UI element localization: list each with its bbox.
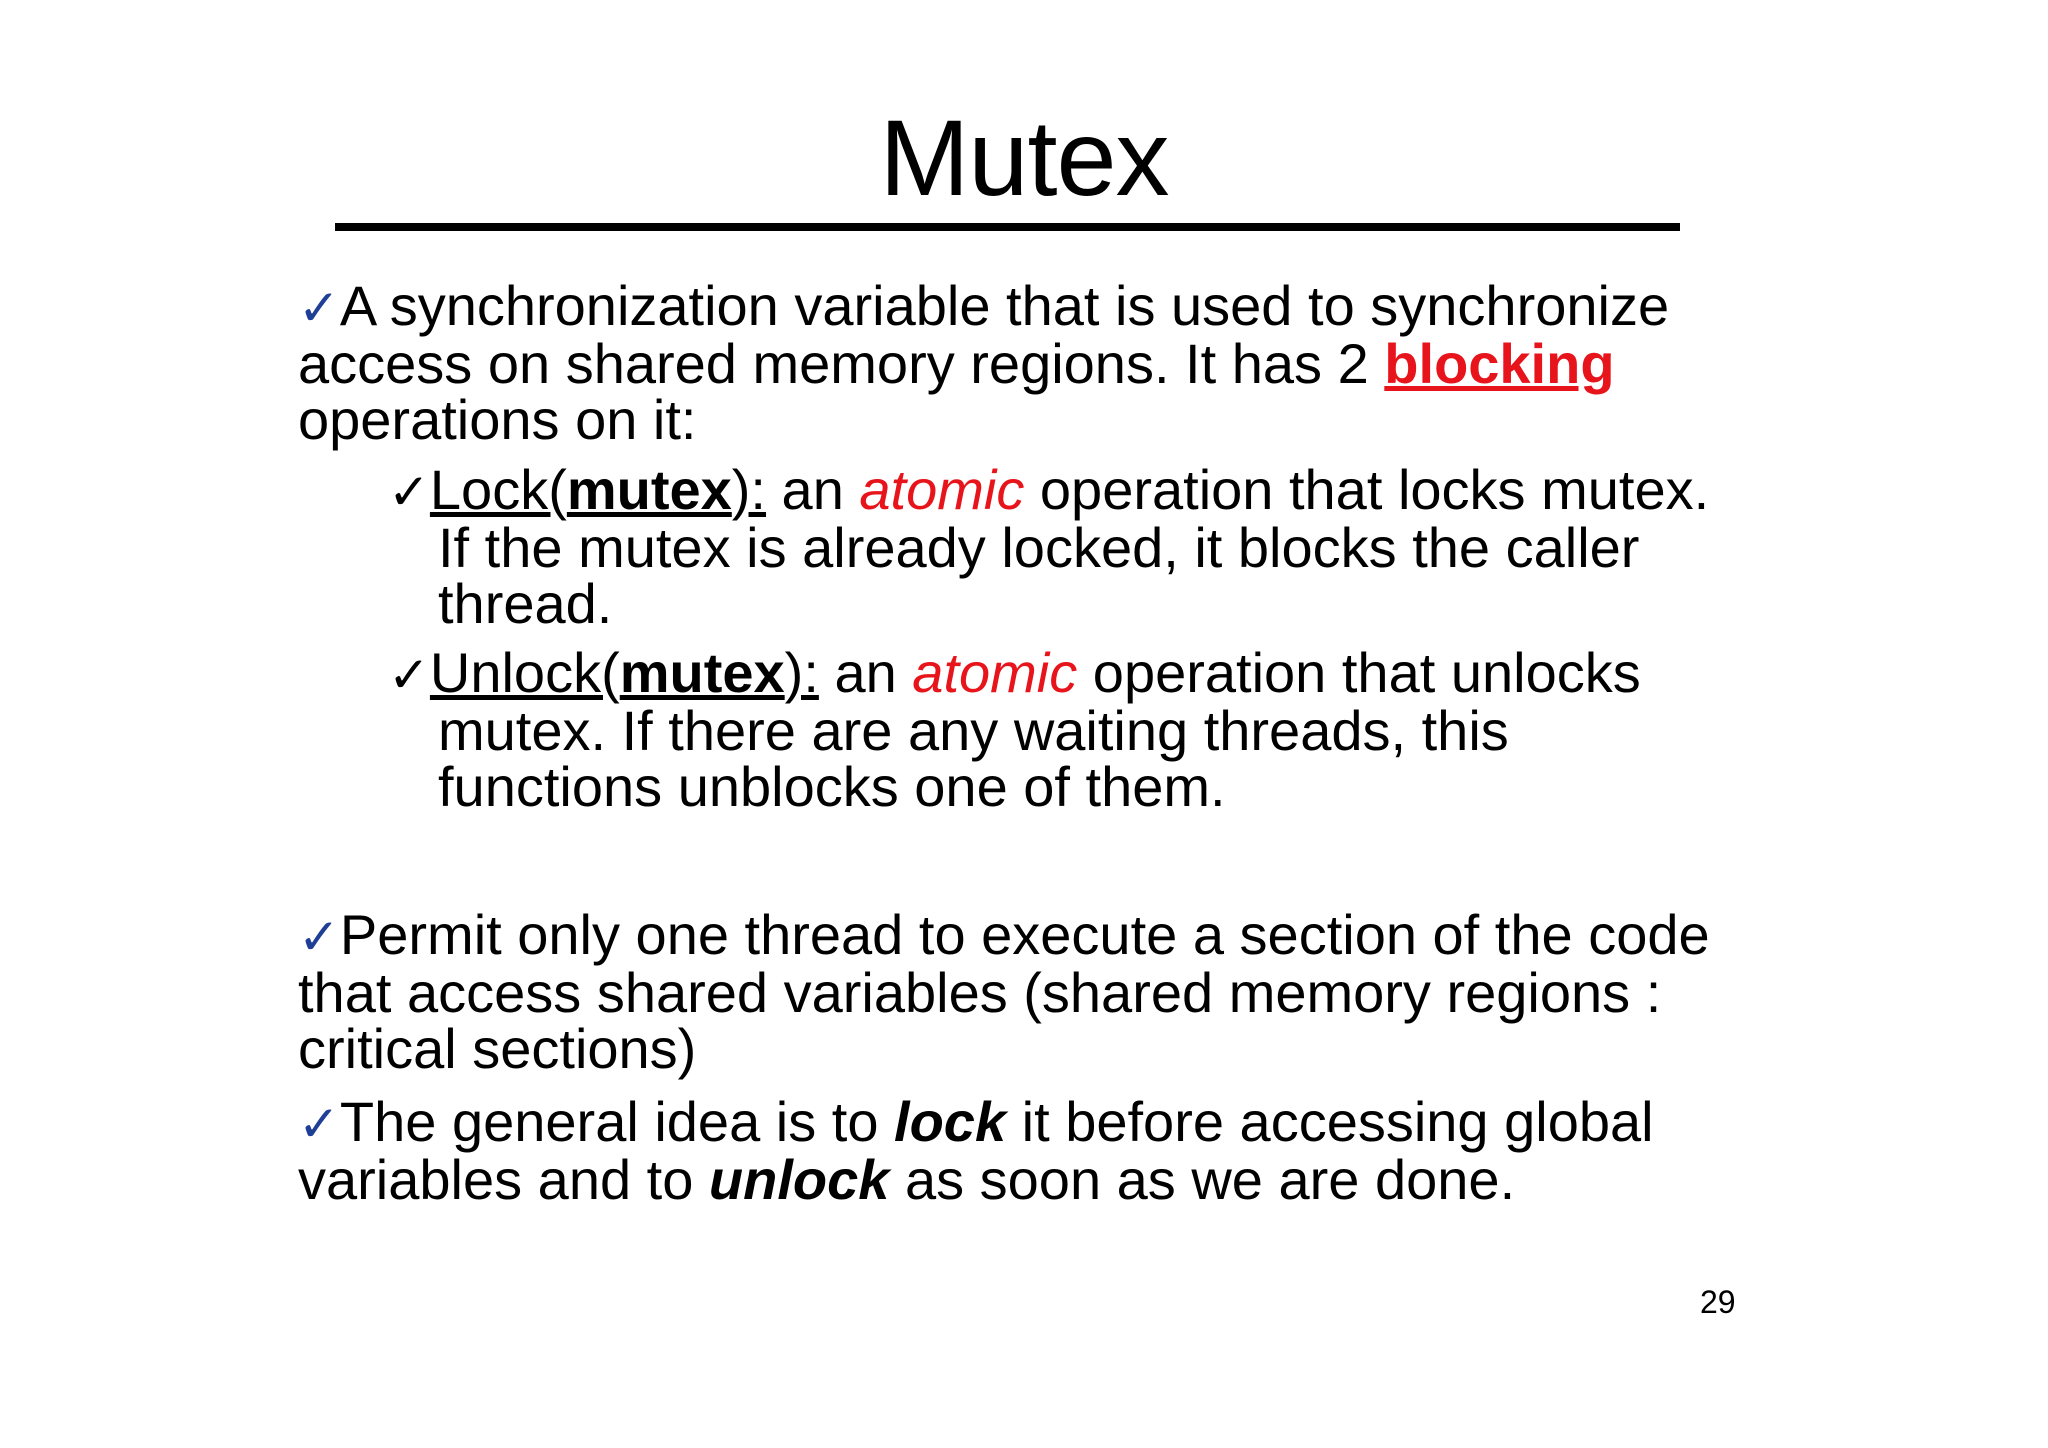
emphasis-unlock: unlock (708, 1148, 890, 1211)
bullet-synchronization-variable: ✓A synchronization variable that is used to synchronize access on shared memory regions. It has 2 blocking operations on it: (298, 274, 1670, 451)
page-number: 29 (1700, 1284, 1736, 1320)
emphasis-atomic: atomic (912, 641, 1078, 704)
lock-function-signature: Lock(mutex): (429, 458, 766, 521)
check-icon: ✓ (388, 464, 430, 520)
check-icon: ✓ (388, 647, 430, 703)
unlock-function-signature: Unlock(mutex): (429, 641, 819, 704)
emphasis-lock: lock (894, 1090, 1007, 1153)
sub-bullet-unlock: ✓Unlock(mutex): an atomic operation that unlocks mutex. If there are any waiting threads, this functions unblocks one of them. (388, 641, 1641, 818)
check-icon: ✓ (298, 1096, 340, 1152)
bullet-permit-one-thread: ✓Permit only one thread to execute a section of the code that access shared variables (shared memory regions : critical sections) (298, 903, 1710, 1080)
check-icon: ✓ (298, 909, 340, 965)
emphasis-blocking: blocking (1384, 332, 1615, 395)
emphasis-atomic: atomic (859, 458, 1025, 521)
bullet-general-idea: ✓The general idea is to lock it before accessing global variables and to unlock as soon as we are done. (298, 1090, 1654, 1211)
title-underline-rule (335, 223, 1680, 231)
check-icon: ✓ (298, 280, 340, 336)
sub-bullet-lock: ✓Lock(mutex): an atomic operation that locks mutex. If the mutex is already locked, it blocks the caller thread. (388, 458, 1710, 635)
slide-title: Mutex (879, 97, 1169, 218)
